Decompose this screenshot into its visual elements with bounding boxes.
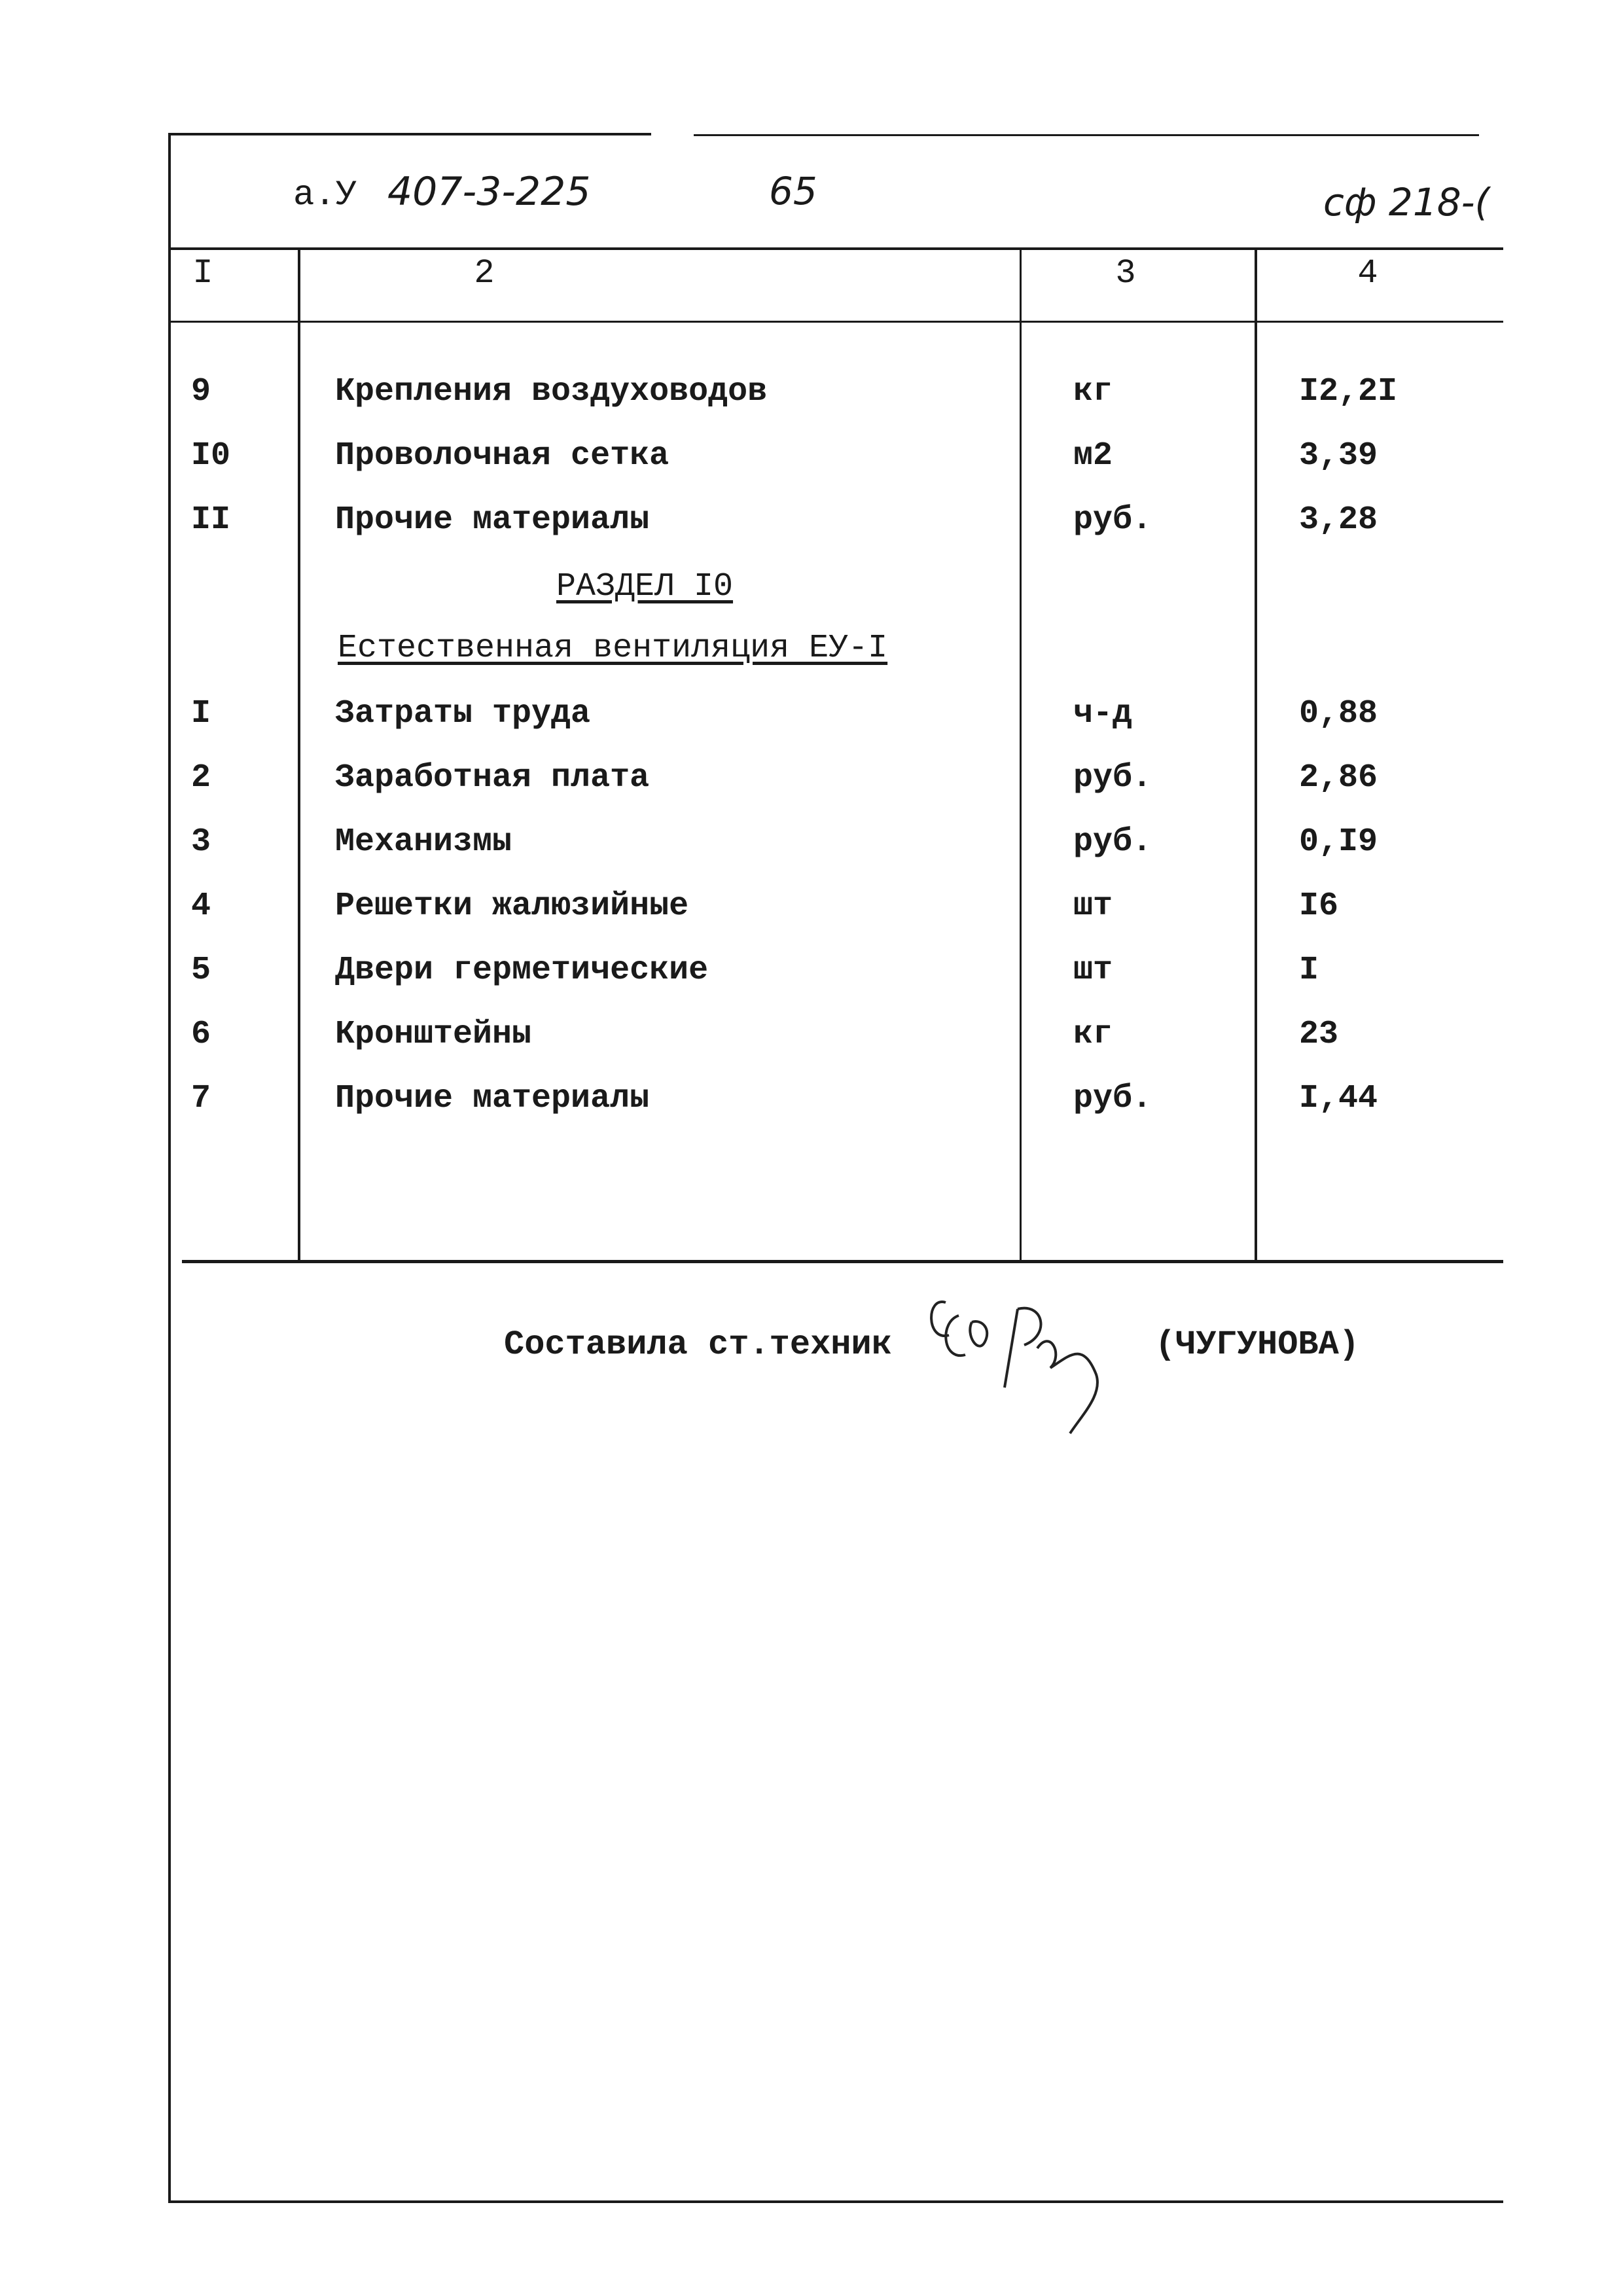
- compiled-by-label: Составила ст.техник: [504, 1325, 892, 1364]
- sheet-code: сф 218-(: [1323, 180, 1490, 224]
- row-unit: руб.: [1073, 823, 1152, 861]
- row-number: 4: [191, 888, 211, 925]
- row-name: Прочие материалы: [335, 501, 650, 539]
- column-heading-2: 2: [474, 254, 495, 293]
- row-name: Двери герметические: [335, 952, 709, 989]
- row-name: Затраты труда: [335, 695, 591, 732]
- section-subtitle: Естественная вентиляция ЕУ-I: [338, 630, 888, 667]
- column-divider-1: [298, 250, 300, 1263]
- row-quantity: I: [1299, 952, 1319, 989]
- row-name: Механизмы: [335, 823, 512, 861]
- row-number: II: [191, 501, 231, 539]
- row-unit: руб.: [1073, 759, 1152, 797]
- row-quantity: 0,88: [1299, 695, 1378, 732]
- frame-bottom-border: [168, 2200, 1503, 2203]
- page-number: 65: [769, 169, 817, 213]
- column-heading-4: 4: [1357, 254, 1378, 293]
- handwritten-signature: [919, 1283, 1135, 1446]
- row-quantity: 0,I9: [1299, 823, 1378, 861]
- row-name: Решетки жалюзийные: [335, 888, 689, 925]
- row-number: 6: [191, 1016, 211, 1053]
- row-number: I: [191, 695, 211, 732]
- row-quantity: 3,28: [1299, 501, 1378, 539]
- row-quantity: I,44: [1299, 1080, 1378, 1117]
- frame-left-border: [168, 133, 171, 2203]
- row-name: Крепления воздуховодов: [335, 373, 768, 410]
- row-unit: м2: [1073, 437, 1113, 475]
- row-quantity: 2,86: [1299, 759, 1378, 797]
- row-name: Проволочная сетка: [335, 437, 669, 475]
- column-divider-2: [1020, 250, 1022, 1263]
- section-title: РАЗДЕЛ I0: [556, 568, 734, 605]
- row-unit: шт: [1073, 952, 1113, 989]
- row-unit: руб.: [1073, 501, 1152, 539]
- row-name: Заработная плата: [335, 759, 650, 797]
- row-unit: кг: [1073, 1016, 1113, 1053]
- table-bottom-rule: [182, 1260, 1503, 1263]
- frame-top-border: [168, 133, 651, 135]
- frame-top-border-right: [694, 134, 1479, 136]
- row-quantity: I6: [1299, 888, 1339, 925]
- album-prefix: а.У: [293, 175, 357, 215]
- row-number: 5: [191, 952, 211, 989]
- row-number: 7: [191, 1080, 211, 1117]
- row-number: 2: [191, 759, 211, 797]
- row-unit: ч-д: [1073, 695, 1133, 732]
- row-quantity: I2,2I: [1299, 373, 1398, 410]
- column-heading-3: 3: [1115, 254, 1136, 293]
- row-number: 3: [191, 823, 211, 861]
- row-unit: руб.: [1073, 1080, 1152, 1117]
- row-number: 9: [191, 373, 211, 410]
- row-quantity: 23: [1299, 1016, 1339, 1053]
- row-unit: шт: [1073, 888, 1113, 925]
- row-number: I0: [191, 437, 231, 475]
- column-divider-3: [1255, 250, 1257, 1263]
- row-quantity: 3,39: [1299, 437, 1378, 475]
- column-header-rule: [171, 321, 1503, 323]
- row-name: Прочие материалы: [335, 1080, 650, 1117]
- row-name: Кронштейны: [335, 1016, 532, 1053]
- column-heading-1: I: [192, 254, 213, 293]
- row-unit: кг: [1073, 373, 1113, 410]
- header-rule: [171, 247, 1503, 250]
- signer-name: (ЧУГУНОВА): [1155, 1325, 1360, 1364]
- document-number: 407-3-225: [387, 169, 591, 215]
